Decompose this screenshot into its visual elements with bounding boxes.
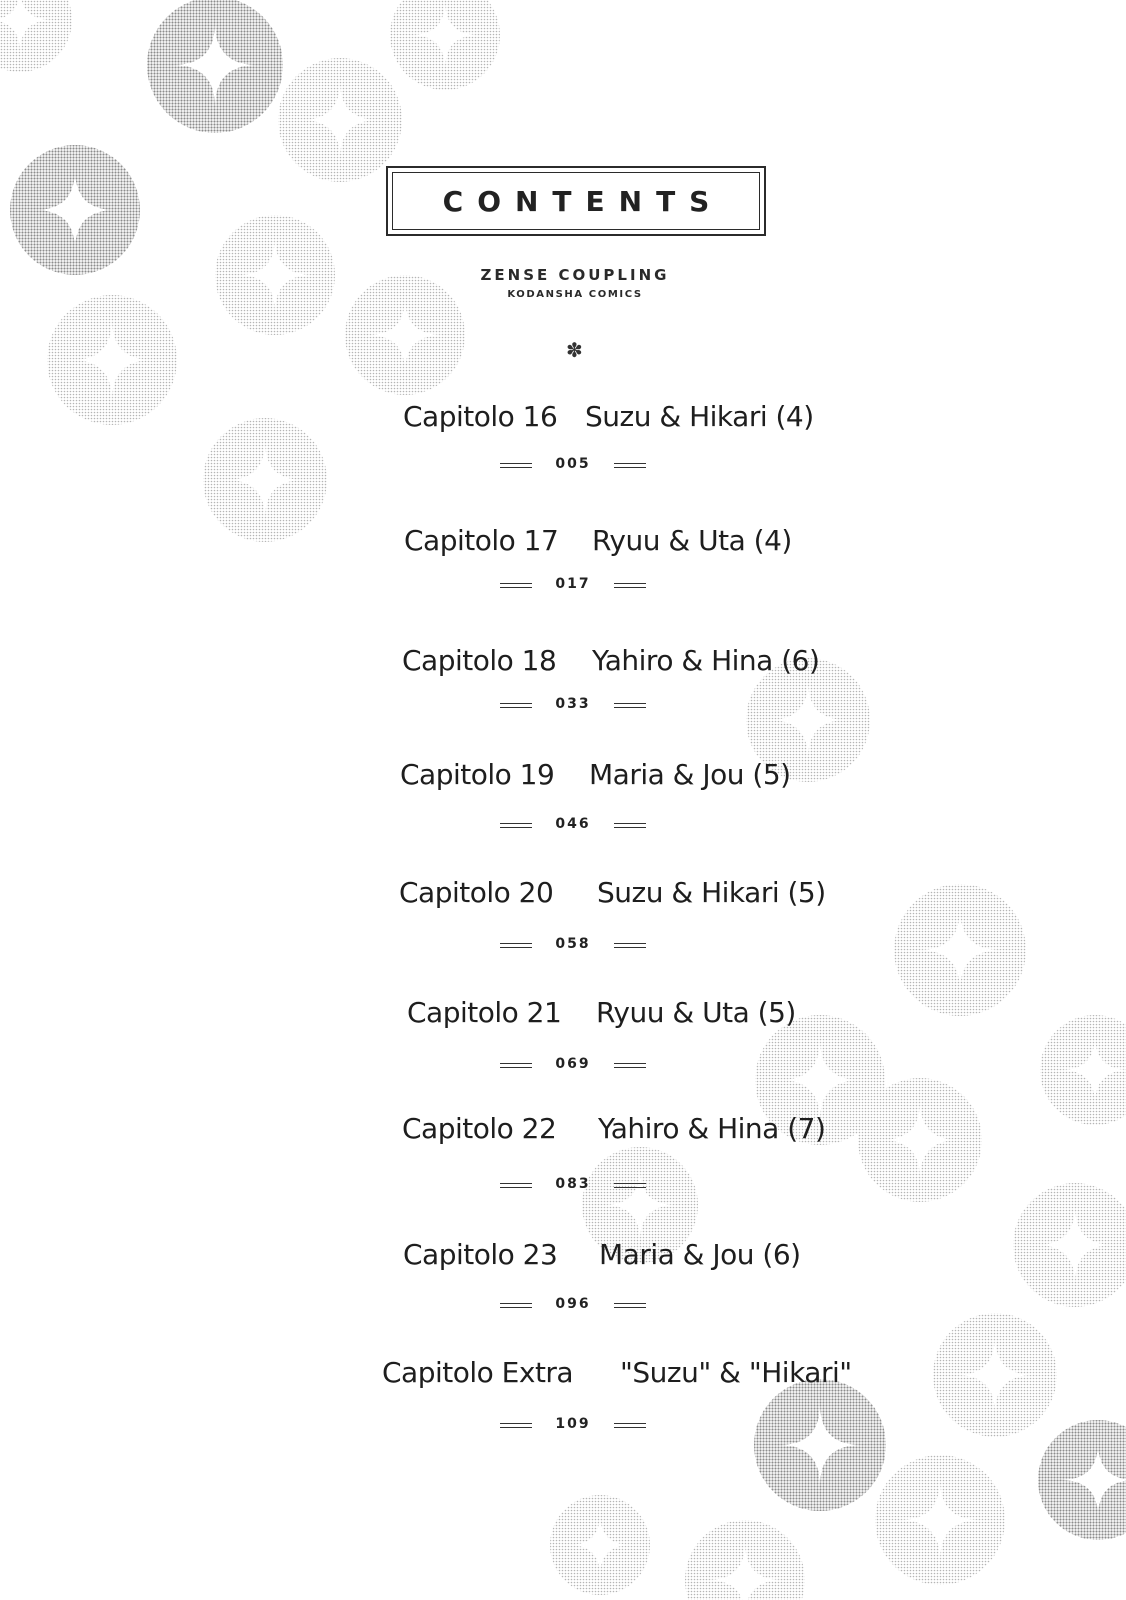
page-number: 083 bbox=[555, 1176, 591, 1192]
double-line-ornament bbox=[614, 1183, 646, 1188]
contents-title-box bbox=[386, 166, 766, 236]
page-number-row bbox=[500, 938, 646, 954]
chapter-number: Capitolo 23 bbox=[403, 1238, 558, 1271]
chapter-entry bbox=[0, 400, 1126, 440]
page-number: 017 bbox=[555, 576, 591, 592]
series-title: ZENSE COUPLING bbox=[480, 266, 670, 284]
chapter-title: Ryuu & Uta (4) bbox=[592, 524, 792, 557]
chapter-entry bbox=[0, 1238, 1126, 1278]
chapter-title: Suzu & Hikari (5) bbox=[597, 876, 826, 909]
flower-ornament-icon: ✽ bbox=[566, 338, 583, 362]
chapter-title: Ryuu & Uta (5) bbox=[596, 996, 796, 1029]
chapter-number: Capitolo 21 bbox=[407, 996, 562, 1029]
publisher-label: KODANSHA COMICS bbox=[507, 289, 643, 300]
chapter-entry bbox=[0, 644, 1126, 684]
chapter-number: Capitolo 19 bbox=[400, 758, 555, 791]
double-line-ornament bbox=[614, 823, 646, 828]
contents-title: CONTENTS bbox=[442, 185, 724, 218]
double-line-ornament bbox=[614, 1063, 646, 1068]
chapter-entry bbox=[0, 876, 1126, 916]
double-line-ornament bbox=[614, 943, 646, 948]
page-number: 033 bbox=[555, 696, 591, 712]
double-line-ornament bbox=[614, 1423, 646, 1428]
chapter-number: Capitolo 22 bbox=[402, 1112, 557, 1145]
page-number-row bbox=[500, 1178, 646, 1194]
chapter-number: Capitolo 16 bbox=[403, 400, 558, 433]
page-number-row bbox=[500, 458, 646, 474]
chapter-title: "Suzu" & "Hikari" bbox=[620, 1356, 852, 1389]
page-number: 046 bbox=[555, 816, 591, 832]
page-number-row bbox=[500, 1058, 646, 1074]
page-number-row bbox=[500, 1418, 646, 1434]
page-number: 109 bbox=[555, 1416, 591, 1432]
page-number: 005 bbox=[555, 456, 591, 472]
chapter-title: Maria & Jou (6) bbox=[599, 1238, 801, 1271]
chapter-entry bbox=[0, 758, 1126, 798]
chapter-number: Capitolo Extra bbox=[382, 1356, 574, 1389]
page-number-row bbox=[500, 698, 646, 714]
chapter-title: Yahiro & Hina (7) bbox=[598, 1112, 826, 1145]
double-line-ornament bbox=[614, 703, 646, 708]
double-line-ornament bbox=[614, 1303, 646, 1308]
chapter-entry bbox=[0, 1112, 1126, 1152]
page-number-row bbox=[500, 818, 646, 834]
page-number: 058 bbox=[555, 936, 591, 952]
chapter-title: Suzu & Hikari (4) bbox=[585, 400, 814, 433]
double-line-ornament bbox=[614, 583, 646, 588]
chapter-number: Capitolo 17 bbox=[404, 524, 559, 557]
page-number: 069 bbox=[555, 1056, 591, 1072]
chapter-title: Maria & Jou (5) bbox=[589, 758, 791, 791]
page-number-row bbox=[500, 1298, 646, 1314]
chapter-entry bbox=[0, 524, 1126, 564]
chapter-number: Capitolo 20 bbox=[399, 876, 554, 909]
chapter-title: Yahiro & Hina (6) bbox=[592, 644, 820, 677]
page-number: 096 bbox=[555, 1296, 591, 1312]
chapter-entry bbox=[0, 996, 1126, 1036]
chapter-number: Capitolo 18 bbox=[402, 644, 557, 677]
double-line-ornament bbox=[614, 463, 646, 468]
page-number-row bbox=[500, 578, 646, 594]
chapter-entry bbox=[0, 1356, 1126, 1396]
